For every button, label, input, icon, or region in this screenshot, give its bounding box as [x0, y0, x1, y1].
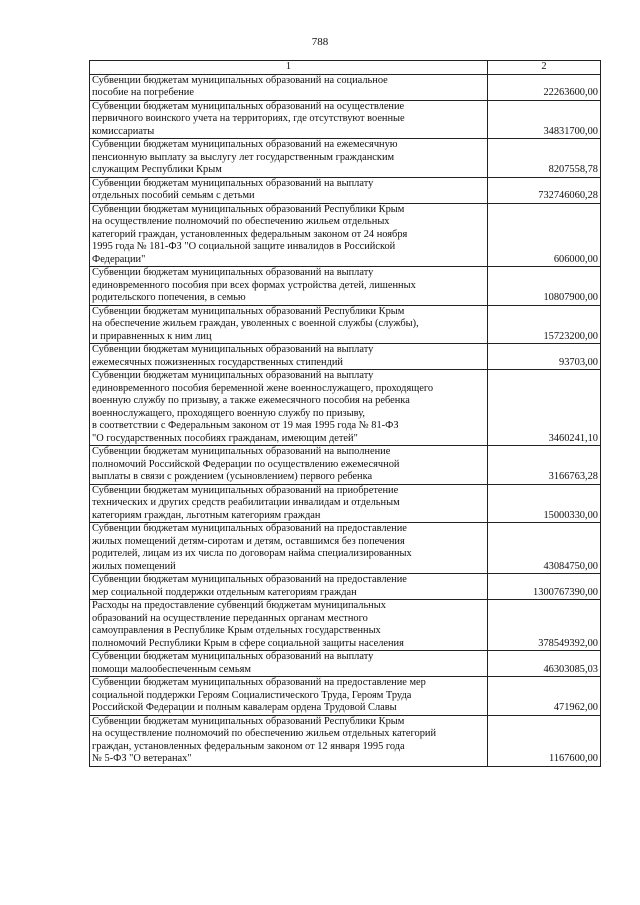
row-amount: 378549392,00	[488, 600, 601, 651]
table-header-row	[90, 61, 601, 75]
table-row	[90, 203, 601, 267]
table-row	[90, 100, 601, 139]
table-row	[90, 677, 601, 716]
row-amount: 471962,00	[488, 677, 601, 716]
row-amount: 732746060,28	[488, 177, 601, 203]
row-amount: 43084750,00	[488, 523, 601, 574]
row-amount: 15723200,00	[488, 305, 601, 344]
row-description: Субвенции бюджетам муниципальных образований Республики Крым на осуществление полномочий по обеспечению жильем отдельных категорий граждан, установленных федеральным законом от 24 ноября 1995 года № 181-ФЗ "О социальной защите инвалидов в Российской Федерации"	[90, 203, 488, 267]
table-row	[90, 305, 601, 344]
row-description: Субвенции бюджетам муниципальных образований на выплату ежемесячных пожизненных государственных стипендий	[90, 344, 488, 370]
row-description: Субвенции бюджетам муниципальных образований на осуществление первичного воинского учета на территориях, где отсутствуют военные комиссариаты	[90, 100, 488, 139]
row-description: Субвенции бюджетам муниципальных образований на выплату отдельных пособий семьям с детьми	[90, 177, 488, 203]
row-amount: 3460241,10	[488, 370, 601, 446]
row-description: Субвенции бюджетам муниципальных образований на выполнение полномочий Российской Федерации по осуществлению ежемесячной выплаты в связи с рождением (усыновлением) первого ребенка	[90, 446, 488, 485]
column-header-amount: 2	[488, 61, 601, 75]
row-description: Субвенции бюджетам муниципальных образований на выплату помощи малообеспеченным семьям	[90, 651, 488, 677]
budget-table	[89, 60, 601, 767]
table-row	[90, 74, 601, 100]
row-amount: 93703,00	[488, 344, 601, 370]
row-amount: 15000330,00	[488, 484, 601, 523]
page-number: 788	[311, 36, 329, 48]
row-amount: 606000,00	[488, 203, 601, 267]
row-amount: 1300767390,00	[488, 574, 601, 600]
row-description: Субвенции бюджетам муниципальных образований Республики Крым на обеспечение жильем граждан, уволенных с военной службы (службы), и приравненных к ним лиц	[90, 305, 488, 344]
table-row	[90, 177, 601, 203]
row-description: Субвенции бюджетам муниципальных образований на выплату единовременного пособия при всех формах устройства детей, лишенных родительского попечения, в семью	[90, 267, 488, 306]
table-row	[90, 267, 601, 306]
row-description: Субвенции бюджетам муниципальных образований на приобретение технических и других средств реабилитации инвалидам и отдельным категориям граждан, льготным категориям граждан	[90, 484, 488, 523]
row-amount: 1167600,00	[488, 715, 601, 766]
row-description: Субвенции бюджетам муниципальных образований Республики Крым на осуществление полномочий по обеспечению жильем отдельных категорий граждан, установленных федеральным законом от 12 января 1995 года № 5-ФЗ "О ветеранах"	[90, 715, 488, 766]
row-description: Субвенции бюджетам муниципальных образований на выплату единовременного пособия беременной жене военнослужащего, проходящего военную службу по призыву, а также ежемесячного пособия на ребенка военнослужащего, проходящего военную службу по призыву, в соответствии с Федеральным законом от 19 мая 1995 года № 81-ФЗ "О государственных пособиях гражданам, имеющим детей"	[90, 370, 488, 446]
row-amount: 34831700,00	[488, 100, 601, 139]
table-row	[90, 523, 601, 574]
row-description: Субвенции бюджетам муниципальных образований на предоставление мер социальной поддержки Героям Социалистического Труда, Героям Труда Российской Федерации и полным кавалерам ордена Трудовой Славы	[90, 677, 488, 716]
row-description: Субвенции бюджетам муниципальных образований на предоставление жилых помещений детям-сиротам и детям, оставшимся без попечения родителей, лицам из их числа по договорам найма специализированных жилых помещений	[90, 523, 488, 574]
table-row	[90, 370, 601, 446]
table-row	[90, 484, 601, 523]
row-amount: 8207558,78	[488, 139, 601, 178]
column-header-description: 1	[90, 61, 488, 75]
row-description: Субвенции бюджетам муниципальных образований на социальное пособие на погребение	[90, 74, 488, 100]
table-row	[90, 715, 601, 766]
row-amount: 46303085,03	[488, 651, 601, 677]
row-description: Субвенции бюджетам муниципальных образований на предоставление мер социальной поддержки отдельным категориям граждан	[90, 574, 488, 600]
table-row	[90, 574, 601, 600]
table-row	[90, 344, 601, 370]
table-row	[90, 446, 601, 485]
table-row	[90, 651, 601, 677]
row-amount: 3166763,28	[488, 446, 601, 485]
row-amount: 22263600,00	[488, 74, 601, 100]
table-body	[90, 74, 601, 766]
table-row	[90, 139, 601, 178]
row-description: Субвенции бюджетам муниципальных образований на ежемесячную пенсионную выплату за выслугу лет государственным гражданским служащим Республики Крым	[90, 139, 488, 178]
row-description: Расходы на предоставление субвенций бюджетам муниципальных образований на осуществление переданных органам местного самоуправления в Республике Крым отдельных государственных полномочий Республики Крым в сфере социальной защиты населения	[90, 600, 488, 651]
row-amount: 10807900,00	[488, 267, 601, 306]
table-row	[90, 600, 601, 651]
